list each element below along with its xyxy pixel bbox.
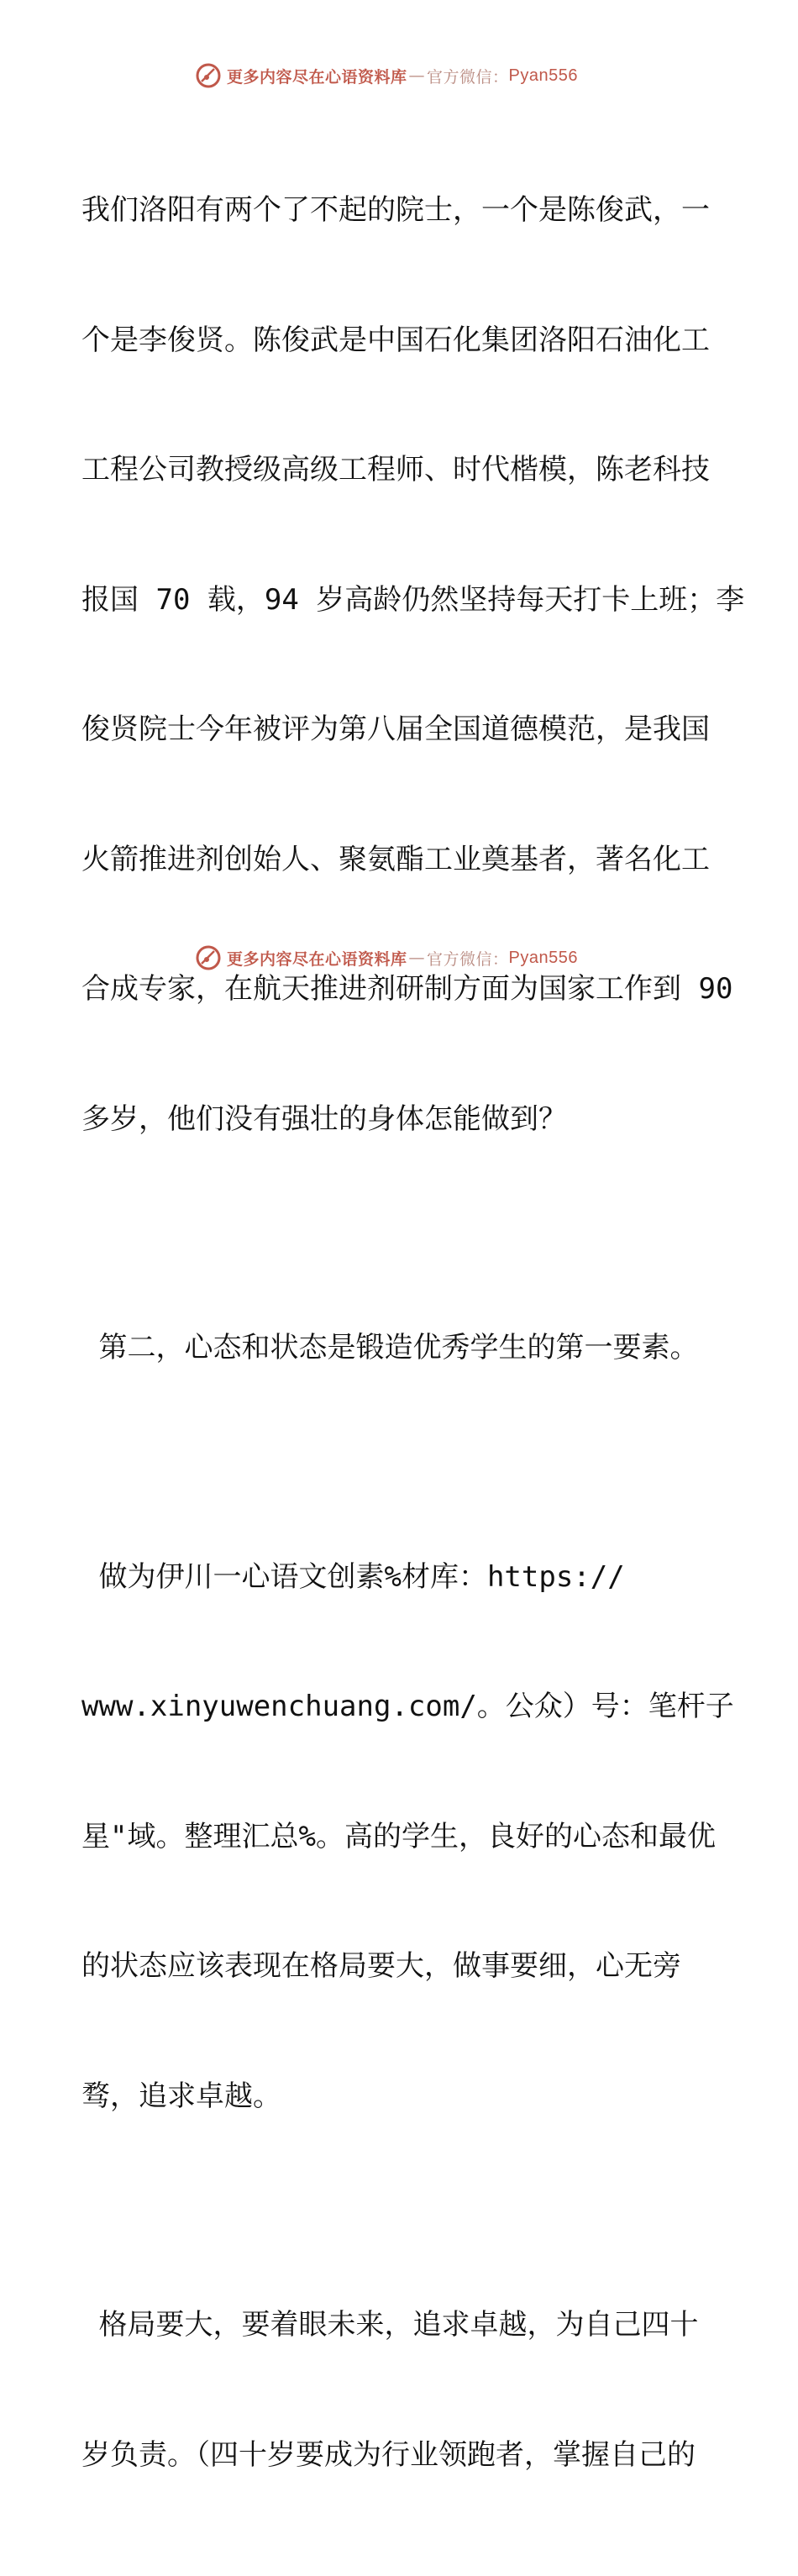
watermark-wechat-id: Pyan556	[508, 66, 578, 85]
article-body	[81, 103, 745, 2576]
text-line: 工程公司教授级高级工程师、时代楷模，陈老科技	[81, 453, 710, 486]
text-line: 个是李俊贤。陈俊武是中国石化集团洛阳石油化工	[81, 323, 710, 357]
paragraph	[81, 103, 745, 1228]
paragraph	[81, 1469, 734, 2205]
text-line: 多岁，他们没有强壮的身体怎能做到？	[81, 1101, 567, 1136]
watermark-main-text: 更多内容尽在心语资料库	[227, 67, 407, 87]
watermark-main-text: 更多内容尽在心语资料库	[227, 949, 407, 969]
text-line: 第二，心态和状态是锻造优秀学生的第一要素。	[81, 1331, 699, 1364]
paragraph	[81, 2217, 720, 2563]
watermark-dash: —	[408, 949, 426, 967]
text-line: 星"域。整理汇总%。高的学生，良好的心态和最优	[81, 1819, 716, 1853]
text-line: 俊贤院士今年被评为第八届全国道德模范，是我国	[81, 712, 710, 746]
text-line: 报国 70 载，94 岁高龄仍然坚持每天打卡上班；李	[81, 582, 745, 617]
footer-watermark	[195, 943, 578, 973]
header-watermark	[195, 60, 578, 91]
text-line: 火箭推进剂创始人、聚氨酯工业奠基者，著名化工	[81, 842, 710, 876]
watermark-label: 官方微信：	[427, 949, 509, 969]
paragraph	[81, 1240, 720, 1457]
text-line: 做为伊川一心语文创素%材库：https://	[81, 1559, 625, 1594]
watermark-label: 官方微信：	[427, 67, 509, 87]
watermark-wechat-id: Pyan556	[508, 948, 578, 967]
text-line: 合成专家，在航天推进剂研制方面为国家工作到 90	[81, 972, 733, 1006]
text-line: 格局要大，要着眼未来，追求卓越，为自己四十	[81, 2308, 699, 2342]
brand-logo-icon	[195, 62, 222, 89]
text-line: 岁负责。（四十岁要成为行业领跑者，掌握自己的	[81, 2437, 696, 2472]
text-line: 骛，追求卓越。	[81, 2079, 281, 2113]
text-line: 的状态应该表现在格局要大，做事要细，心无旁	[81, 1949, 681, 1983]
brand-logo-icon	[195, 944, 222, 971]
text-line: 我们洛阳有两个了不起的院士，一个是陈俊武，一	[81, 193, 710, 227]
text-line: www.xinyuwenchuang.com/。公众）号：笔杆子	[81, 1690, 734, 1723]
watermark-dash: —	[408, 66, 426, 85]
